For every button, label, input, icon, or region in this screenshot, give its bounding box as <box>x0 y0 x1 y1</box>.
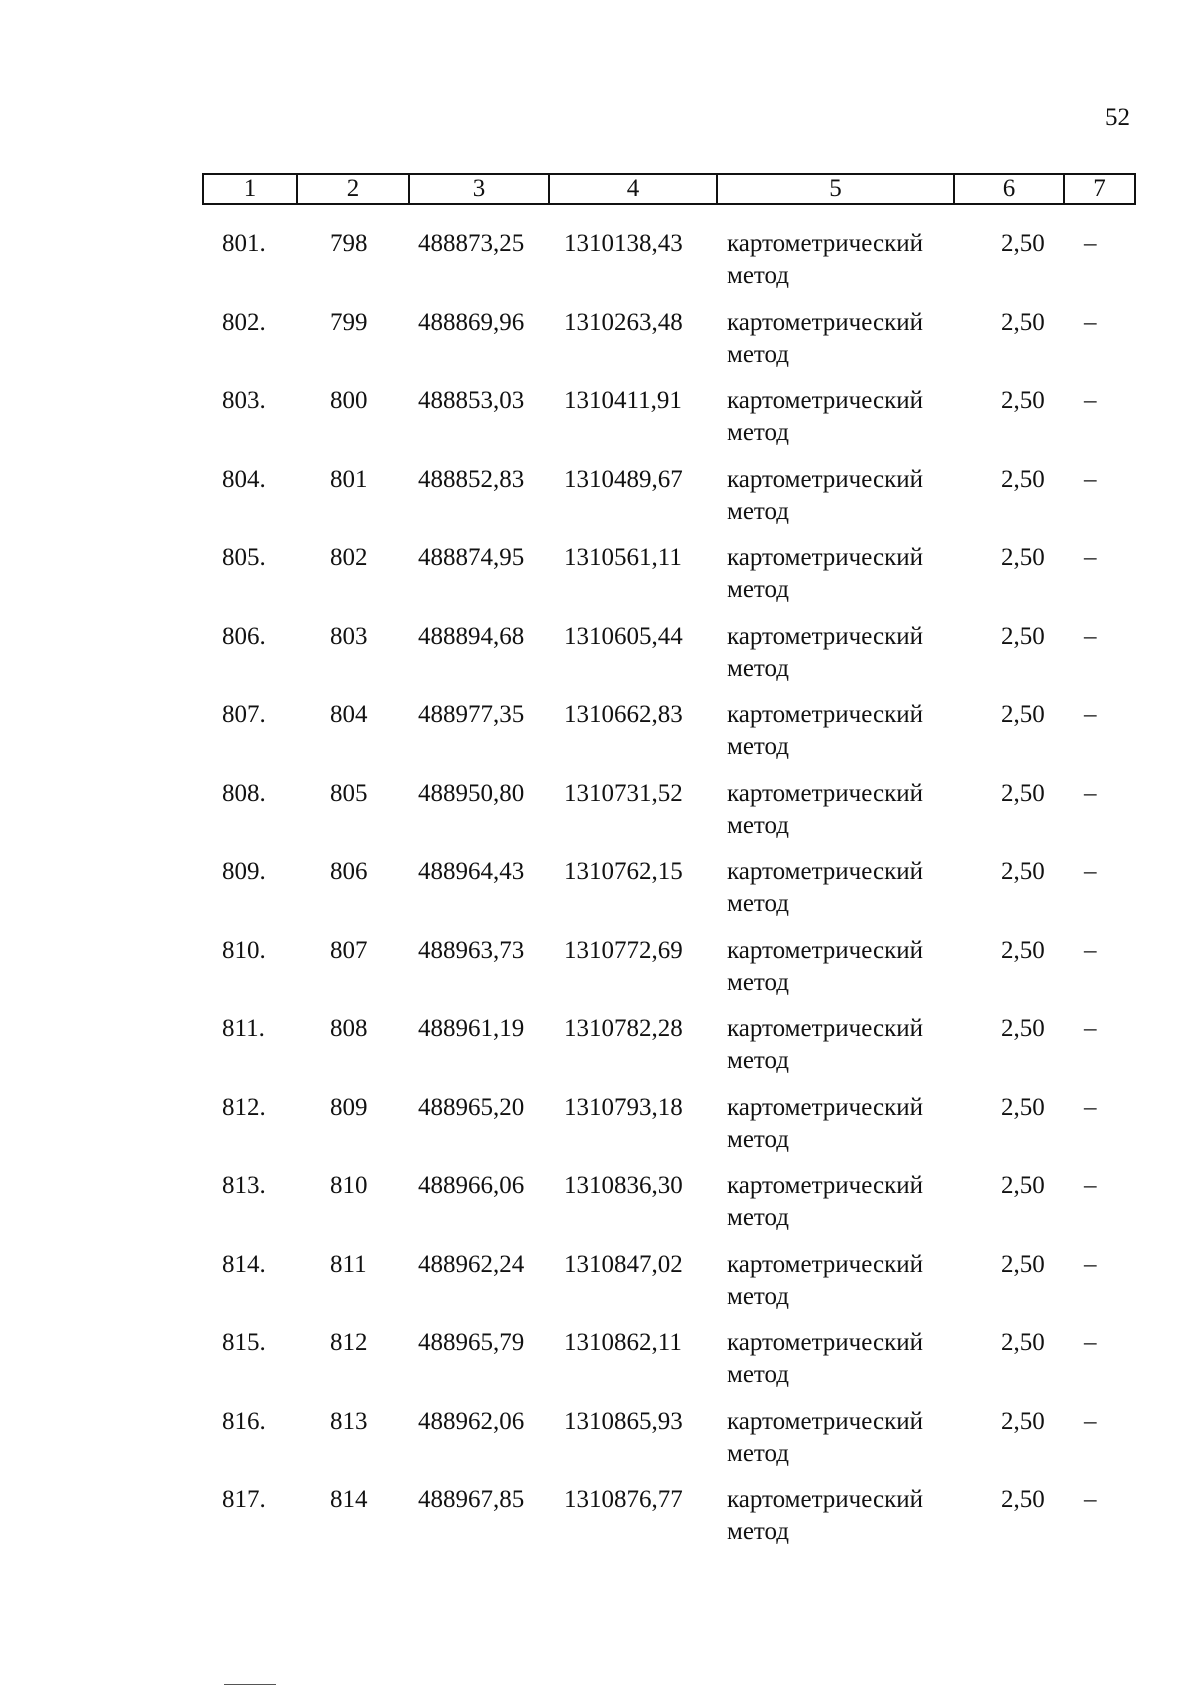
row-number: 817. <box>222 1486 266 1513</box>
coordinate-x: 488965,79 <box>418 1329 525 1356</box>
accuracy-value: 2,50 <box>1001 387 1045 414</box>
extra-value: – <box>1084 230 1097 257</box>
row-number: 803. <box>222 387 266 414</box>
coordinate-x: 488894,68 <box>418 622 525 650</box>
method-line-1: картометрический <box>727 1407 923 1435</box>
accuracy-value: 2,50 <box>1001 465 1045 493</box>
coordinate-y: 1310865,93 <box>564 1407 683 1435</box>
extra-value: – <box>1084 701 1097 728</box>
accuracy-value: 2,50 <box>1001 308 1045 336</box>
method-line-1: картометрический <box>727 936 923 964</box>
row-number: 806. <box>222 622 266 650</box>
method-line-1: картометрический <box>727 1172 923 1199</box>
footnote-divider <box>224 1684 276 1685</box>
coordinate-x: 488964,43 <box>418 858 525 885</box>
coordinate-x: 488962,06 <box>418 1407 525 1435</box>
coordinate-y: 1310876,77 <box>564 1486 683 1513</box>
method-line-2: метод <box>727 419 790 446</box>
accuracy-value: 2,50 <box>1001 779 1045 807</box>
row-number: 802. <box>222 308 266 336</box>
method-line-1: картометрический <box>727 230 923 257</box>
method-line-2: метод <box>727 1125 790 1153</box>
coordinate-x: 488950,80 <box>418 779 525 807</box>
accuracy-value: 2,50 <box>1001 1093 1045 1121</box>
row-number: 811. <box>222 1015 265 1042</box>
row-number: 815. <box>222 1329 266 1356</box>
coordinate-y: 1310263,48 <box>564 308 683 336</box>
table-row <box>202 385 1132 464</box>
extra-value: – <box>1084 858 1097 885</box>
extra-value: – <box>1084 1486 1097 1513</box>
coordinate-x: 488965,20 <box>418 1093 525 1121</box>
table-row <box>202 228 1132 307</box>
extra-value: – <box>1084 544 1097 571</box>
table-row <box>202 1249 1132 1328</box>
table-row <box>202 778 1132 857</box>
coordinate-x: 488869,96 <box>418 308 525 336</box>
accuracy-value: 2,50 <box>1001 544 1045 571</box>
method-line-1: картометрический <box>727 1486 923 1513</box>
header-cell-6: 6 <box>955 175 1065 203</box>
header-cell-7: 7 <box>1093 175 1106 202</box>
accuracy-value: 2,50 <box>1001 701 1045 728</box>
coordinate-x: 488962,24 <box>418 1250 525 1278</box>
method-line-2: метод <box>727 262 790 289</box>
point-number: 801 <box>330 465 368 493</box>
header-cell-2: 2 <box>298 175 410 203</box>
coordinate-y: 1310605,44 <box>564 622 683 650</box>
method-text <box>727 856 923 920</box>
row-number: 804. <box>222 465 266 493</box>
extra-value: – <box>1084 1407 1097 1435</box>
method-text <box>727 1249 923 1313</box>
point-number: 808 <box>330 1015 368 1042</box>
header-cell-5: 5 <box>718 175 955 203</box>
extra-value: – <box>1084 622 1097 650</box>
coordinate-y: 1310762,15 <box>564 858 683 885</box>
point-number: 804 <box>330 701 368 728</box>
table-row <box>202 935 1132 1014</box>
method-text <box>727 1484 923 1548</box>
method-text <box>727 1092 923 1156</box>
point-number: 799 <box>330 308 368 336</box>
row-number: 809. <box>222 858 266 885</box>
method-line-1: картометрический <box>727 622 923 650</box>
method-line-1: картометрический <box>727 387 923 414</box>
method-line-2: метод <box>727 1047 790 1074</box>
method-line-2: метод <box>727 654 790 682</box>
coordinate-x: 488874,95 <box>418 544 525 571</box>
accuracy-value: 2,50 <box>1001 230 1045 257</box>
method-text <box>727 385 923 449</box>
coordinate-y: 1310662,83 <box>564 701 683 728</box>
method-line-2: метод <box>727 1361 790 1388</box>
header-cell-1: 1 <box>204 175 298 203</box>
method-text <box>727 1170 923 1234</box>
point-number: 809 <box>330 1093 368 1121</box>
row-number: 814. <box>222 1250 266 1278</box>
method-line-2: метод <box>727 1439 790 1467</box>
coordinate-y: 1310731,52 <box>564 779 683 807</box>
accuracy-value: 2,50 <box>1001 1250 1045 1278</box>
method-line-2: метод <box>727 340 790 368</box>
point-number: 803 <box>330 622 368 650</box>
method-line-2: метод <box>727 890 790 917</box>
method-text <box>727 699 923 763</box>
method-text <box>727 778 923 842</box>
method-line-2: метод <box>727 576 790 603</box>
extra-value: – <box>1084 387 1097 414</box>
coordinate-x: 488967,85 <box>418 1486 525 1513</box>
extra-value: – <box>1084 1250 1097 1278</box>
method-line-2: метод <box>727 733 790 760</box>
table-row <box>202 699 1132 778</box>
row-number: 810. <box>222 936 266 964</box>
method-line-1: картометрический <box>727 465 923 493</box>
method-line-1: картометрический <box>727 1250 923 1278</box>
method-text <box>727 1013 923 1077</box>
accuracy-value: 2,50 <box>1001 1486 1045 1513</box>
coordinate-x: 488963,73 <box>418 936 525 964</box>
point-number: 800 <box>330 387 368 414</box>
table-row <box>202 1406 1132 1485</box>
row-number: 812. <box>222 1093 266 1121</box>
accuracy-value: 2,50 <box>1001 936 1045 964</box>
point-number: 812 <box>330 1329 368 1356</box>
method-line-1: картометрический <box>727 1093 923 1121</box>
accuracy-value: 2,50 <box>1001 1015 1045 1042</box>
method-text <box>727 228 923 292</box>
table-row <box>202 1484 1132 1563</box>
method-text <box>727 1406 923 1470</box>
accuracy-value: 2,50 <box>1001 1329 1045 1356</box>
method-line-1: картометрический <box>727 858 923 885</box>
coordinate-y: 1310772,69 <box>564 936 683 964</box>
method-line-2: метод <box>727 968 790 996</box>
table-body <box>202 228 1132 1563</box>
row-number: 813. <box>222 1172 266 1199</box>
method-line-1: картометрический <box>727 779 923 807</box>
method-text <box>727 1327 923 1391</box>
point-number: 811 <box>330 1250 367 1278</box>
table-row <box>202 542 1132 621</box>
point-number: 807 <box>330 936 368 964</box>
extra-value: – <box>1084 1329 1097 1356</box>
table-row <box>202 464 1132 543</box>
table-row <box>202 1013 1132 1092</box>
row-number: 805. <box>222 544 266 571</box>
table-row <box>202 1092 1132 1171</box>
extra-value: – <box>1084 1093 1097 1121</box>
coordinate-x: 488852,83 <box>418 465 525 493</box>
extra-value: – <box>1084 779 1097 807</box>
method-text <box>727 464 923 528</box>
coordinate-y: 1310847,02 <box>564 1250 683 1278</box>
method-line-1: картометрический <box>727 544 923 571</box>
extra-value: – <box>1084 465 1097 493</box>
table-row <box>202 307 1132 386</box>
extra-value: – <box>1084 308 1097 336</box>
coordinate-y: 1310561,11 <box>564 544 682 571</box>
method-line-1: картометрический <box>727 1015 923 1042</box>
method-line-2: метод <box>727 1282 790 1310</box>
coordinate-y: 1310411,91 <box>564 387 682 414</box>
coordinate-x: 488873,25 <box>418 230 525 257</box>
coordinate-x: 488853,03 <box>418 387 525 414</box>
coordinate-x: 488961,19 <box>418 1015 525 1042</box>
method-line-1: картометрический <box>727 308 923 336</box>
coordinate-x: 488977,35 <box>418 701 525 728</box>
method-line-1: картометрический <box>727 701 923 728</box>
table-row <box>202 621 1132 700</box>
coordinate-y: 1310793,18 <box>564 1093 683 1121</box>
header-cell-4: 4 <box>550 175 718 203</box>
accuracy-value: 2,50 <box>1001 858 1045 885</box>
coordinate-y: 1310862,11 <box>564 1329 682 1356</box>
point-number: 806 <box>330 858 368 885</box>
row-number: 816. <box>222 1407 266 1435</box>
method-text <box>727 307 923 371</box>
point-number: 810 <box>330 1172 368 1199</box>
row-number: 801. <box>222 230 266 257</box>
coordinate-x: 488966,06 <box>418 1172 525 1199</box>
method-line-2: метод <box>727 1518 790 1545</box>
table-row <box>202 1327 1132 1406</box>
coordinate-y: 1310138,43 <box>564 230 683 257</box>
table-row <box>202 856 1132 935</box>
point-number: 802 <box>330 544 368 571</box>
accuracy-value: 2,50 <box>1001 1172 1045 1199</box>
method-line-2: метод <box>727 497 790 525</box>
accuracy-value: 2,50 <box>1001 622 1045 650</box>
coordinate-y: 1310836,30 <box>564 1172 683 1199</box>
extra-value: – <box>1084 1015 1097 1042</box>
point-number: 814 <box>330 1486 368 1513</box>
method-text <box>727 935 923 999</box>
method-line-2: метод <box>727 811 790 839</box>
extra-value: – <box>1084 1172 1097 1199</box>
coordinate-y: 1310489,67 <box>564 465 683 493</box>
table-row <box>202 1170 1132 1249</box>
point-number: 798 <box>330 230 368 257</box>
extra-value: – <box>1084 936 1097 964</box>
point-number: 805 <box>330 779 368 807</box>
method-text <box>727 621 923 685</box>
point-number: 813 <box>330 1407 368 1435</box>
method-line-2: метод <box>727 1204 790 1231</box>
accuracy-value: 2,50 <box>1001 1407 1045 1435</box>
method-text <box>727 542 923 606</box>
coordinate-y: 1310782,28 <box>564 1015 683 1042</box>
header-cell-3: 3 <box>410 175 550 203</box>
row-number: 808. <box>222 779 266 807</box>
method-line-1: картометрический <box>727 1329 923 1356</box>
table-header <box>202 173 1136 205</box>
page-number: 52 <box>1105 104 1130 131</box>
row-number: 807. <box>222 701 266 728</box>
